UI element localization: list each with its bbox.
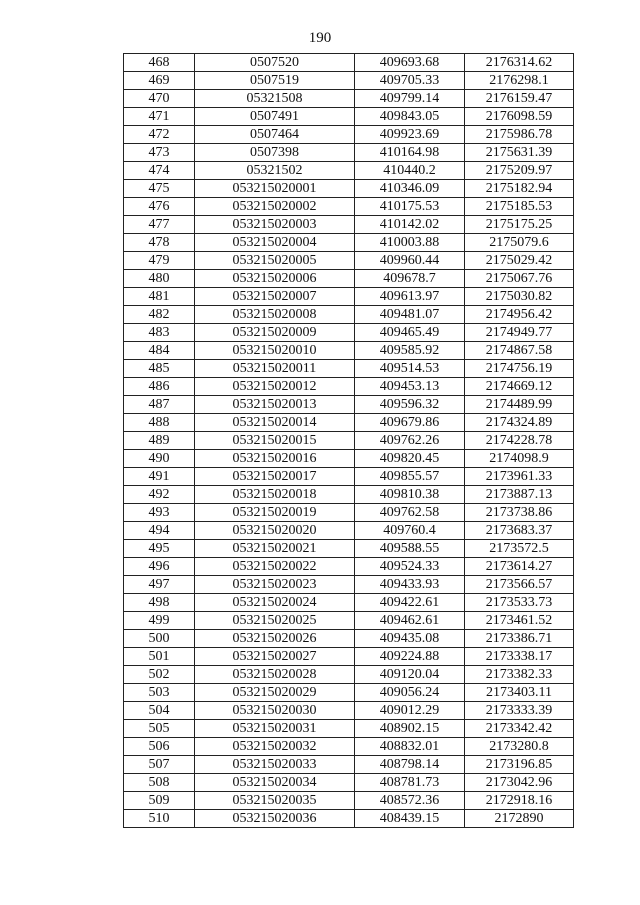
point-id-cell: 053215020022	[195, 558, 355, 576]
point-id-cell: 053215020012	[195, 378, 355, 396]
point-id-cell: 05321502	[195, 162, 355, 180]
coordinates-table	[123, 53, 574, 828]
y-coordinate-cell: 2173961.33	[465, 468, 574, 486]
point-id-cell: 0507519	[195, 72, 355, 90]
table-row	[124, 162, 574, 180]
row-number-cell: 471	[124, 108, 195, 126]
table-row	[124, 594, 574, 612]
table-row	[124, 702, 574, 720]
table-row	[124, 684, 574, 702]
table-row	[124, 756, 574, 774]
point-id-cell: 053215020014	[195, 414, 355, 432]
table-row	[124, 612, 574, 630]
x-coordinate-cell: 409810.38	[355, 486, 465, 504]
row-number-cell: 488	[124, 414, 195, 432]
x-coordinate-cell: 409462.61	[355, 612, 465, 630]
point-id-cell: 053215020034	[195, 774, 355, 792]
table-row	[124, 396, 574, 414]
point-id-cell: 053215020004	[195, 234, 355, 252]
y-coordinate-cell: 2176314.62	[465, 54, 574, 72]
row-number-cell: 476	[124, 198, 195, 216]
table-row	[124, 414, 574, 432]
x-coordinate-cell: 409613.97	[355, 288, 465, 306]
point-id-cell: 053215020029	[195, 684, 355, 702]
x-coordinate-cell: 409433.93	[355, 576, 465, 594]
y-coordinate-cell: 2175185.53	[465, 198, 574, 216]
point-id-cell: 053215020030	[195, 702, 355, 720]
row-number-cell: 483	[124, 324, 195, 342]
x-coordinate-cell: 409820.45	[355, 450, 465, 468]
table-row	[124, 342, 574, 360]
x-coordinate-cell: 409514.53	[355, 360, 465, 378]
x-coordinate-cell: 408781.73	[355, 774, 465, 792]
x-coordinate-cell: 409465.49	[355, 324, 465, 342]
table-row	[124, 486, 574, 504]
row-number-cell: 472	[124, 126, 195, 144]
y-coordinate-cell: 2174228.78	[465, 432, 574, 450]
x-coordinate-cell: 409224.88	[355, 648, 465, 666]
y-coordinate-cell: 2173333.39	[465, 702, 574, 720]
row-number-cell: 474	[124, 162, 195, 180]
table-row	[124, 450, 574, 468]
table-row	[124, 774, 574, 792]
y-coordinate-cell: 2175175.25	[465, 216, 574, 234]
y-coordinate-cell: 2174949.77	[465, 324, 574, 342]
y-coordinate-cell: 2173887.13	[465, 486, 574, 504]
row-number-cell: 496	[124, 558, 195, 576]
table-row	[124, 540, 574, 558]
table-row	[124, 72, 574, 90]
row-number-cell: 489	[124, 432, 195, 450]
x-coordinate-cell: 409585.92	[355, 342, 465, 360]
page-number: 190	[308, 30, 332, 46]
y-coordinate-cell: 2174669.12	[465, 378, 574, 396]
point-id-cell: 053215020015	[195, 432, 355, 450]
row-number-cell: 481	[124, 288, 195, 306]
table-row	[124, 558, 574, 576]
point-id-cell: 053215020023	[195, 576, 355, 594]
row-number-cell: 468	[124, 54, 195, 72]
x-coordinate-cell: 408832.01	[355, 738, 465, 756]
point-id-cell: 05321508	[195, 90, 355, 108]
row-number-cell: 480	[124, 270, 195, 288]
table-row	[124, 216, 574, 234]
point-id-cell: 0507398	[195, 144, 355, 162]
x-coordinate-cell: 410346.09	[355, 180, 465, 198]
point-id-cell: 053215020021	[195, 540, 355, 558]
point-id-cell: 053215020035	[195, 792, 355, 810]
y-coordinate-cell: 2174867.58	[465, 342, 574, 360]
row-number-cell: 492	[124, 486, 195, 504]
y-coordinate-cell: 2173382.33	[465, 666, 574, 684]
row-number-cell: 487	[124, 396, 195, 414]
point-id-cell: 053215020018	[195, 486, 355, 504]
x-coordinate-cell: 410440.2	[355, 162, 465, 180]
table-row	[124, 360, 574, 378]
y-coordinate-cell: 2174756.19	[465, 360, 574, 378]
row-number-cell: 494	[124, 522, 195, 540]
y-coordinate-cell: 2176098.59	[465, 108, 574, 126]
table-row	[124, 648, 574, 666]
row-number-cell: 490	[124, 450, 195, 468]
y-coordinate-cell: 2175029.42	[465, 252, 574, 270]
table-row	[124, 198, 574, 216]
x-coordinate-cell: 409524.33	[355, 558, 465, 576]
y-coordinate-cell: 2175986.78	[465, 126, 574, 144]
table-row	[124, 522, 574, 540]
table-row	[124, 630, 574, 648]
point-id-cell: 0507491	[195, 108, 355, 126]
x-coordinate-cell: 409678.7	[355, 270, 465, 288]
x-coordinate-cell: 409855.57	[355, 468, 465, 486]
table-row	[124, 378, 574, 396]
x-coordinate-cell: 409056.24	[355, 684, 465, 702]
row-number-cell: 495	[124, 540, 195, 558]
row-number-cell: 477	[124, 216, 195, 234]
x-coordinate-cell: 408798.14	[355, 756, 465, 774]
y-coordinate-cell: 2175182.94	[465, 180, 574, 198]
table-row	[124, 108, 574, 126]
y-coordinate-cell: 2175030.82	[465, 288, 574, 306]
row-number-cell: 491	[124, 468, 195, 486]
row-number-cell: 500	[124, 630, 195, 648]
table-row	[124, 270, 574, 288]
row-number-cell: 503	[124, 684, 195, 702]
row-number-cell: 505	[124, 720, 195, 738]
point-id-cell: 053215020008	[195, 306, 355, 324]
point-id-cell: 053215020010	[195, 342, 355, 360]
x-coordinate-cell: 409762.58	[355, 504, 465, 522]
point-id-cell: 053215020003	[195, 216, 355, 234]
point-id-cell: 053215020031	[195, 720, 355, 738]
row-number-cell: 485	[124, 360, 195, 378]
point-id-cell: 053215020024	[195, 594, 355, 612]
y-coordinate-cell: 2173614.27	[465, 558, 574, 576]
row-number-cell: 497	[124, 576, 195, 594]
table-row	[124, 306, 574, 324]
row-number-cell: 506	[124, 738, 195, 756]
row-number-cell: 509	[124, 792, 195, 810]
row-number-cell: 475	[124, 180, 195, 198]
point-id-cell: 053215020009	[195, 324, 355, 342]
point-id-cell: 053215020006	[195, 270, 355, 288]
x-coordinate-cell: 409679.86	[355, 414, 465, 432]
table-row	[124, 720, 574, 738]
x-coordinate-cell: 410175.53	[355, 198, 465, 216]
point-id-cell: 053215020005	[195, 252, 355, 270]
row-number-cell: 479	[124, 252, 195, 270]
table-row	[124, 144, 574, 162]
x-coordinate-cell: 409960.44	[355, 252, 465, 270]
point-id-cell: 053215020011	[195, 360, 355, 378]
point-id-cell: 053215020020	[195, 522, 355, 540]
y-coordinate-cell: 2172918.16	[465, 792, 574, 810]
y-coordinate-cell: 2173386.71	[465, 630, 574, 648]
y-coordinate-cell: 2174324.89	[465, 414, 574, 432]
point-id-cell: 053215020016	[195, 450, 355, 468]
table-row	[124, 288, 574, 306]
point-id-cell: 053215020032	[195, 738, 355, 756]
row-number-cell: 501	[124, 648, 195, 666]
x-coordinate-cell: 409422.61	[355, 594, 465, 612]
row-number-cell: 484	[124, 342, 195, 360]
y-coordinate-cell: 2176298.1	[465, 72, 574, 90]
row-number-cell: 470	[124, 90, 195, 108]
point-id-cell: 053215020017	[195, 468, 355, 486]
y-coordinate-cell: 2173042.96	[465, 774, 574, 792]
table-row	[124, 234, 574, 252]
point-id-cell: 0507520	[195, 54, 355, 72]
x-coordinate-cell: 409843.05	[355, 108, 465, 126]
x-coordinate-cell: 410003.88	[355, 234, 465, 252]
table-row	[124, 252, 574, 270]
y-coordinate-cell: 2173196.85	[465, 756, 574, 774]
row-number-cell: 508	[124, 774, 195, 792]
table-row	[124, 126, 574, 144]
y-coordinate-cell: 2176159.47	[465, 90, 574, 108]
point-id-cell: 053215020036	[195, 810, 355, 828]
x-coordinate-cell: 408439.15	[355, 810, 465, 828]
row-number-cell: 493	[124, 504, 195, 522]
y-coordinate-cell: 2173683.37	[465, 522, 574, 540]
point-id-cell: 053215020026	[195, 630, 355, 648]
y-coordinate-cell: 2173533.73	[465, 594, 574, 612]
y-coordinate-cell: 2173338.17	[465, 648, 574, 666]
x-coordinate-cell: 409481.07	[355, 306, 465, 324]
x-coordinate-cell: 409760.4	[355, 522, 465, 540]
row-number-cell: 502	[124, 666, 195, 684]
table-row	[124, 738, 574, 756]
table-row	[124, 432, 574, 450]
x-coordinate-cell: 409012.29	[355, 702, 465, 720]
y-coordinate-cell: 2173566.57	[465, 576, 574, 594]
point-id-cell: 053215020002	[195, 198, 355, 216]
x-coordinate-cell: 410164.98	[355, 144, 465, 162]
row-number-cell: 478	[124, 234, 195, 252]
row-number-cell: 499	[124, 612, 195, 630]
table-row	[124, 810, 574, 828]
table-row	[124, 504, 574, 522]
point-id-cell: 053215020013	[195, 396, 355, 414]
row-number-cell: 469	[124, 72, 195, 90]
point-id-cell: 053215020027	[195, 648, 355, 666]
table-row	[124, 324, 574, 342]
x-coordinate-cell: 409705.33	[355, 72, 465, 90]
x-coordinate-cell: 409799.14	[355, 90, 465, 108]
x-coordinate-cell: 409453.13	[355, 378, 465, 396]
y-coordinate-cell: 2173738.86	[465, 504, 574, 522]
y-coordinate-cell: 2173280.8	[465, 738, 574, 756]
x-coordinate-cell: 408572.36	[355, 792, 465, 810]
row-number-cell: 482	[124, 306, 195, 324]
y-coordinate-cell: 2175209.97	[465, 162, 574, 180]
table-row	[124, 468, 574, 486]
point-id-cell: 053215020028	[195, 666, 355, 684]
point-id-cell: 053215020001	[195, 180, 355, 198]
point-id-cell: 053215020019	[195, 504, 355, 522]
y-coordinate-cell: 2175067.76	[465, 270, 574, 288]
row-number-cell: 504	[124, 702, 195, 720]
x-coordinate-cell: 410142.02	[355, 216, 465, 234]
row-number-cell: 486	[124, 378, 195, 396]
y-coordinate-cell: 2173461.52	[465, 612, 574, 630]
x-coordinate-cell: 409588.55	[355, 540, 465, 558]
y-coordinate-cell: 2173342.42	[465, 720, 574, 738]
x-coordinate-cell: 409435.08	[355, 630, 465, 648]
table-body	[124, 54, 574, 828]
y-coordinate-cell: 2173403.11	[465, 684, 574, 702]
y-coordinate-cell: 2175079.6	[465, 234, 574, 252]
x-coordinate-cell: 408902.15	[355, 720, 465, 738]
y-coordinate-cell: 2175631.39	[465, 144, 574, 162]
point-id-cell: 053215020007	[195, 288, 355, 306]
table-row	[124, 792, 574, 810]
table-row	[124, 54, 574, 72]
row-number-cell: 510	[124, 810, 195, 828]
table-row	[124, 90, 574, 108]
y-coordinate-cell: 2174489.99	[465, 396, 574, 414]
row-number-cell: 473	[124, 144, 195, 162]
y-coordinate-cell: 2173572.5	[465, 540, 574, 558]
x-coordinate-cell: 409596.32	[355, 396, 465, 414]
table-row	[124, 180, 574, 198]
x-coordinate-cell: 409923.69	[355, 126, 465, 144]
x-coordinate-cell: 409120.04	[355, 666, 465, 684]
y-coordinate-cell: 2172890	[465, 810, 574, 828]
y-coordinate-cell: 2174956.42	[465, 306, 574, 324]
y-coordinate-cell: 2174098.9	[465, 450, 574, 468]
point-id-cell: 053215020033	[195, 756, 355, 774]
x-coordinate-cell: 409693.68	[355, 54, 465, 72]
table-row	[124, 576, 574, 594]
point-id-cell: 053215020025	[195, 612, 355, 630]
row-number-cell: 498	[124, 594, 195, 612]
row-number-cell: 507	[124, 756, 195, 774]
point-id-cell: 0507464	[195, 126, 355, 144]
table-row	[124, 666, 574, 684]
x-coordinate-cell: 409762.26	[355, 432, 465, 450]
